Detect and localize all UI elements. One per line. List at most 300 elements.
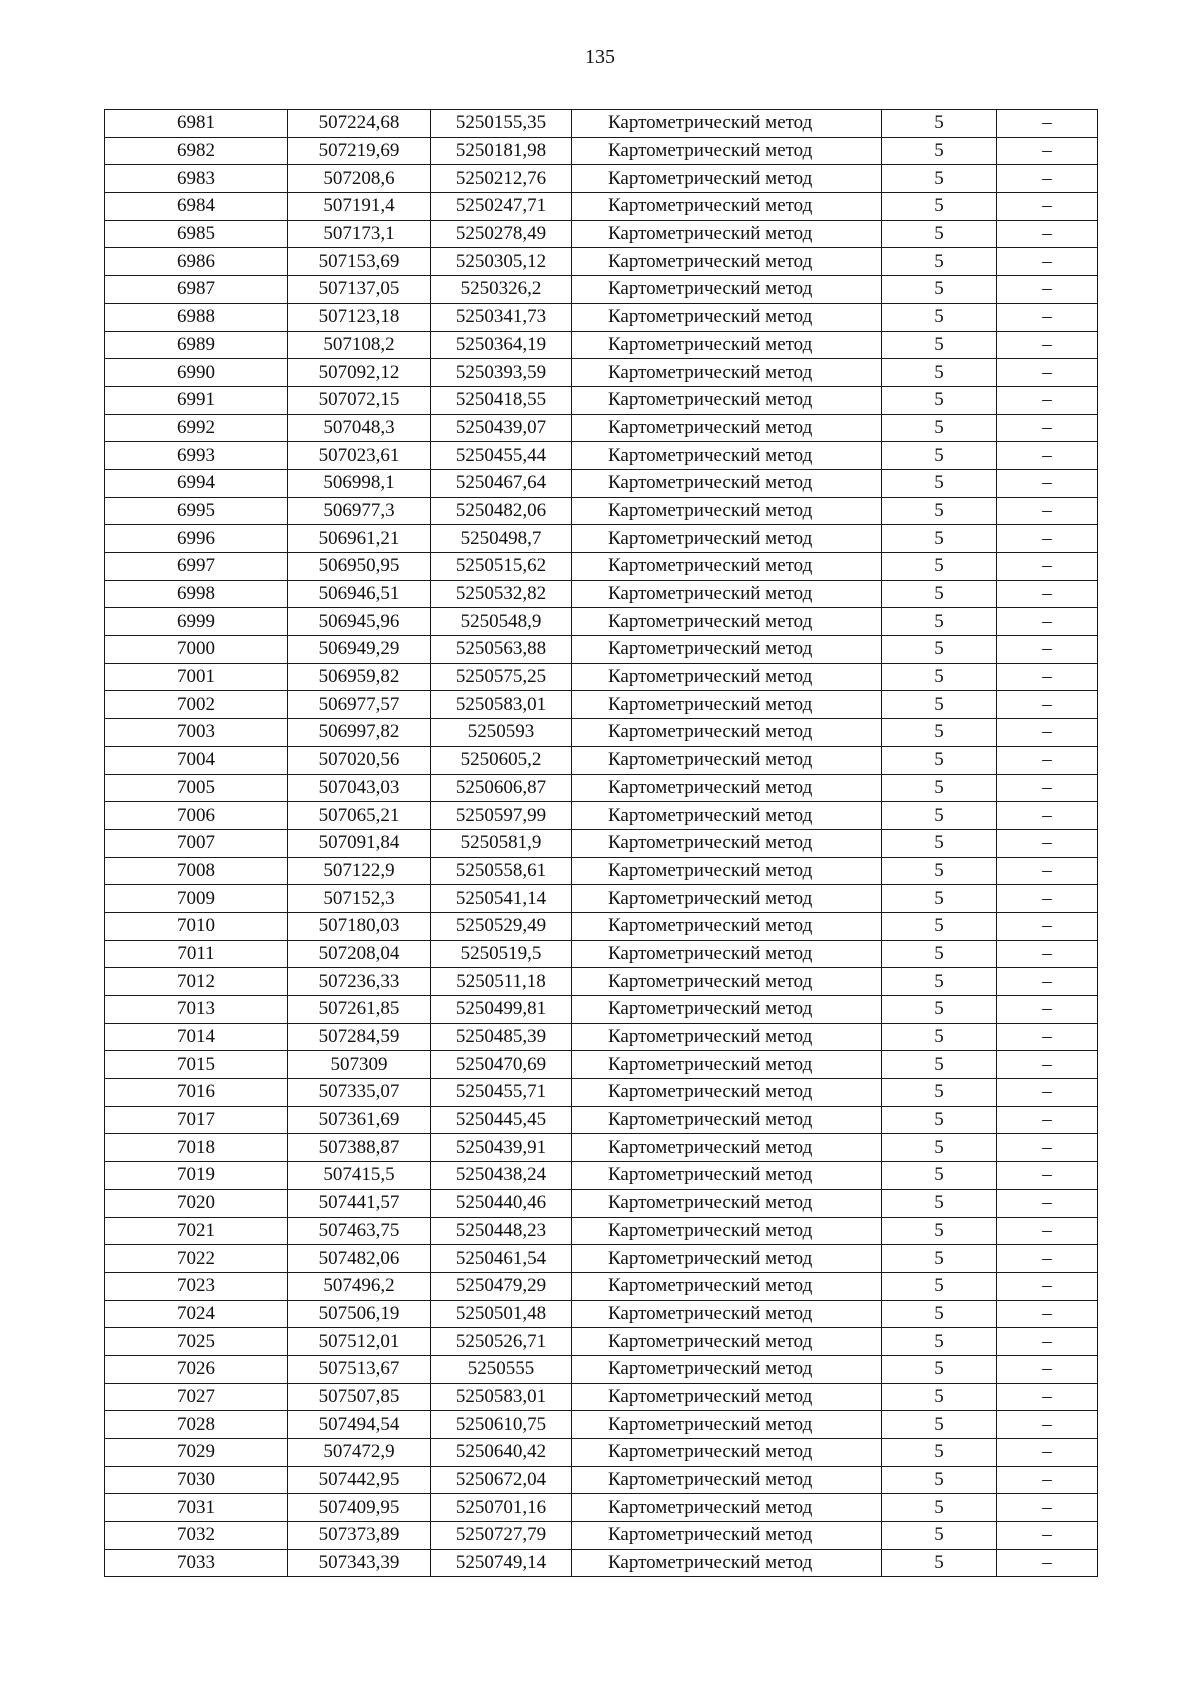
x-coordinate-cell: 507023,61 (288, 442, 431, 470)
point-number-cell: 7021 (105, 1217, 288, 1245)
accuracy-cell: 5 (882, 386, 997, 414)
point-number-cell: 7016 (105, 1079, 288, 1107)
note-cell: – (997, 1439, 1098, 1467)
point-number-cell: 7012 (105, 968, 288, 996)
note-cell: – (997, 1245, 1098, 1273)
point-number-cell: 7014 (105, 1023, 288, 1051)
table-row (105, 1383, 1098, 1411)
x-coordinate-cell: 506950,95 (288, 553, 431, 581)
method-cell: Картометрический метод (572, 1272, 882, 1300)
accuracy-cell: 5 (882, 1106, 997, 1134)
y-coordinate-cell: 5250605,2 (431, 746, 572, 774)
y-coordinate-cell: 5250701,16 (431, 1494, 572, 1522)
method-cell: Картометрический метод (572, 442, 882, 470)
accuracy-cell: 5 (882, 996, 997, 1024)
method-cell: Картометрический метод (572, 912, 882, 940)
point-number-cell: 6985 (105, 220, 288, 248)
x-coordinate-cell: 507236,33 (288, 968, 431, 996)
accuracy-cell: 5 (882, 663, 997, 691)
note-cell: – (997, 912, 1098, 940)
x-coordinate-cell: 506949,29 (288, 636, 431, 664)
y-coordinate-cell: 5250526,71 (431, 1328, 572, 1356)
y-coordinate-cell: 5250593 (431, 719, 572, 747)
y-coordinate-cell: 5250499,81 (431, 996, 572, 1024)
accuracy-cell: 5 (882, 691, 997, 719)
accuracy-cell: 5 (882, 1549, 997, 1577)
point-number-cell: 7025 (105, 1328, 288, 1356)
table-row (105, 691, 1098, 719)
x-coordinate-cell: 507173,1 (288, 220, 431, 248)
table-row (105, 1466, 1098, 1494)
method-cell: Картометрический метод (572, 940, 882, 968)
point-number-cell: 7001 (105, 663, 288, 691)
point-number-cell: 7015 (105, 1051, 288, 1079)
accuracy-cell: 5 (882, 1466, 997, 1494)
x-coordinate-cell: 507284,59 (288, 1023, 431, 1051)
table-row (105, 1411, 1098, 1439)
y-coordinate-cell: 5250467,64 (431, 469, 572, 497)
y-coordinate-cell: 5250610,75 (431, 1411, 572, 1439)
table-row (105, 663, 1098, 691)
accuracy-cell: 5 (882, 802, 997, 830)
x-coordinate-cell: 507472,9 (288, 1439, 431, 1467)
y-coordinate-cell: 5250482,06 (431, 497, 572, 525)
point-number-cell: 6983 (105, 165, 288, 193)
note-cell: – (997, 303, 1098, 331)
y-coordinate-cell: 5250532,82 (431, 580, 572, 608)
note-cell: – (997, 414, 1098, 442)
table-row (105, 1106, 1098, 1134)
accuracy-cell: 5 (882, 1217, 997, 1245)
point-number-cell: 7003 (105, 719, 288, 747)
accuracy-cell: 5 (882, 1439, 997, 1467)
x-coordinate-cell: 507065,21 (288, 802, 431, 830)
table-row (105, 802, 1098, 830)
x-coordinate-cell: 507513,67 (288, 1355, 431, 1383)
x-coordinate-cell: 506946,51 (288, 580, 431, 608)
y-coordinate-cell: 5250555 (431, 1355, 572, 1383)
x-coordinate-cell: 507463,75 (288, 1217, 431, 1245)
note-cell: – (997, 1549, 1098, 1577)
point-number-cell: 6986 (105, 248, 288, 276)
y-coordinate-cell: 5250498,7 (431, 525, 572, 553)
point-number-cell: 7023 (105, 1272, 288, 1300)
y-coordinate-cell: 5250558,61 (431, 857, 572, 885)
note-cell: – (997, 1383, 1098, 1411)
point-number-cell: 7018 (105, 1134, 288, 1162)
method-cell: Картометрический метод (572, 1106, 882, 1134)
method-cell: Картометрический метод (572, 1355, 882, 1383)
y-coordinate-cell: 5250440,46 (431, 1189, 572, 1217)
method-cell: Картометрический метод (572, 165, 882, 193)
table-row (105, 746, 1098, 774)
point-number-cell: 7024 (105, 1300, 288, 1328)
table-row (105, 912, 1098, 940)
table-row (105, 1300, 1098, 1328)
y-coordinate-cell: 5250438,24 (431, 1162, 572, 1190)
y-coordinate-cell: 5250212,76 (431, 165, 572, 193)
point-number-cell: 6992 (105, 414, 288, 442)
accuracy-cell: 5 (882, 1355, 997, 1383)
accuracy-cell: 5 (882, 1494, 997, 1522)
note-cell: – (997, 359, 1098, 387)
method-cell: Картометрический метод (572, 608, 882, 636)
x-coordinate-cell: 507507,85 (288, 1383, 431, 1411)
method-cell: Картометрический метод (572, 497, 882, 525)
point-number-cell: 7007 (105, 829, 288, 857)
y-coordinate-cell: 5250597,99 (431, 802, 572, 830)
note-cell: – (997, 137, 1098, 165)
accuracy-cell: 5 (882, 331, 997, 359)
method-cell: Картометрический метод (572, 1522, 882, 1550)
x-coordinate-cell: 507180,03 (288, 912, 431, 940)
table-row (105, 303, 1098, 331)
accuracy-cell: 5 (882, 469, 997, 497)
table-row (105, 553, 1098, 581)
x-coordinate-cell: 506998,1 (288, 469, 431, 497)
note-cell: – (997, 1106, 1098, 1134)
x-coordinate-cell: 507388,87 (288, 1134, 431, 1162)
table-row (105, 386, 1098, 414)
note-cell: – (997, 691, 1098, 719)
note-cell: – (997, 193, 1098, 221)
x-coordinate-cell: 507361,69 (288, 1106, 431, 1134)
method-cell: Картометрический метод (572, 968, 882, 996)
method-cell: Картометрический метод (572, 719, 882, 747)
method-cell: Картометрический метод (572, 691, 882, 719)
note-cell: – (997, 580, 1098, 608)
method-cell: Картометрический метод (572, 220, 882, 248)
table-row (105, 829, 1098, 857)
x-coordinate-cell: 506961,21 (288, 525, 431, 553)
accuracy-cell: 5 (882, 553, 997, 581)
y-coordinate-cell: 5250181,98 (431, 137, 572, 165)
y-coordinate-cell: 5250439,91 (431, 1134, 572, 1162)
accuracy-cell: 5 (882, 608, 997, 636)
accuracy-cell: 5 (882, 1134, 997, 1162)
accuracy-cell: 5 (882, 1051, 997, 1079)
y-coordinate-cell: 5250455,44 (431, 442, 572, 470)
accuracy-cell: 5 (882, 359, 997, 387)
y-coordinate-cell: 5250519,5 (431, 940, 572, 968)
point-number-cell: 7033 (105, 1549, 288, 1577)
table-row (105, 1355, 1098, 1383)
x-coordinate-cell: 507020,56 (288, 746, 431, 774)
note-cell: – (997, 636, 1098, 664)
method-cell: Картометрический метод (572, 1466, 882, 1494)
accuracy-cell: 5 (882, 220, 997, 248)
table-row (105, 857, 1098, 885)
note-cell: – (997, 968, 1098, 996)
x-coordinate-cell: 506977,57 (288, 691, 431, 719)
table-row (105, 1494, 1098, 1522)
note-cell: – (997, 1217, 1098, 1245)
point-number-cell: 7006 (105, 802, 288, 830)
point-number-cell: 6981 (105, 110, 288, 138)
accuracy-cell: 5 (882, 414, 997, 442)
method-cell: Картометрический метод (572, 774, 882, 802)
point-number-cell: 7009 (105, 885, 288, 913)
x-coordinate-cell: 507512,01 (288, 1328, 431, 1356)
table-row (105, 331, 1098, 359)
method-cell: Картометрический метод (572, 663, 882, 691)
note-cell: – (997, 1494, 1098, 1522)
point-number-cell: 7005 (105, 774, 288, 802)
accuracy-cell: 5 (882, 885, 997, 913)
table-row (105, 1245, 1098, 1273)
x-coordinate-cell: 507123,18 (288, 303, 431, 331)
accuracy-cell: 5 (882, 940, 997, 968)
method-cell: Картометрический метод (572, 525, 882, 553)
table-row (105, 1023, 1098, 1051)
method-cell: Картометрический метод (572, 1383, 882, 1411)
accuracy-cell: 5 (882, 968, 997, 996)
x-coordinate-cell: 507441,57 (288, 1189, 431, 1217)
note-cell: – (997, 1466, 1098, 1494)
y-coordinate-cell: 5250461,54 (431, 1245, 572, 1273)
x-coordinate-cell: 507108,2 (288, 331, 431, 359)
accuracy-cell: 5 (882, 276, 997, 304)
table-row (105, 137, 1098, 165)
accuracy-cell: 5 (882, 857, 997, 885)
table-row (105, 165, 1098, 193)
accuracy-cell: 5 (882, 1162, 997, 1190)
note-cell: – (997, 1355, 1098, 1383)
y-coordinate-cell: 5250606,87 (431, 774, 572, 802)
table-row (105, 940, 1098, 968)
method-cell: Картометрический метод (572, 303, 882, 331)
point-number-cell: 7028 (105, 1411, 288, 1439)
table-row (105, 996, 1098, 1024)
method-cell: Картометрический метод (572, 469, 882, 497)
note-cell: – (997, 276, 1098, 304)
x-coordinate-cell: 507048,3 (288, 414, 431, 442)
method-cell: Картометрический метод (572, 386, 882, 414)
method-cell: Картометрический метод (572, 331, 882, 359)
y-coordinate-cell: 5250575,25 (431, 663, 572, 691)
point-number-cell: 6989 (105, 331, 288, 359)
method-cell: Картометрический метод (572, 1549, 882, 1577)
table-row (105, 1162, 1098, 1190)
y-coordinate-cell: 5250448,23 (431, 1217, 572, 1245)
coordinates-table (104, 109, 1098, 1577)
y-coordinate-cell: 5250727,79 (431, 1522, 572, 1550)
x-coordinate-cell: 507219,69 (288, 137, 431, 165)
method-cell: Картометрический метод (572, 996, 882, 1024)
y-coordinate-cell: 5250455,71 (431, 1079, 572, 1107)
note-cell: – (997, 719, 1098, 747)
table-row (105, 1189, 1098, 1217)
x-coordinate-cell: 507442,95 (288, 1466, 431, 1494)
y-coordinate-cell: 5250529,49 (431, 912, 572, 940)
x-coordinate-cell: 507191,4 (288, 193, 431, 221)
y-coordinate-cell: 5250393,59 (431, 359, 572, 387)
accuracy-cell: 5 (882, 912, 997, 940)
method-cell: Картометрический метод (572, 1189, 882, 1217)
method-cell: Картометрический метод (572, 636, 882, 664)
table-row (105, 968, 1098, 996)
method-cell: Картометрический метод (572, 1079, 882, 1107)
y-coordinate-cell: 5250470,69 (431, 1051, 572, 1079)
accuracy-cell: 5 (882, 829, 997, 857)
table-row (105, 1272, 1098, 1300)
y-coordinate-cell: 5250247,71 (431, 193, 572, 221)
note-cell: – (997, 996, 1098, 1024)
method-cell: Картометрический метод (572, 857, 882, 885)
x-coordinate-cell: 507409,95 (288, 1494, 431, 1522)
note-cell: – (997, 1522, 1098, 1550)
point-number-cell: 7002 (105, 691, 288, 719)
table-row (105, 1439, 1098, 1467)
x-coordinate-cell: 507482,06 (288, 1245, 431, 1273)
method-cell: Картометрический метод (572, 248, 882, 276)
point-number-cell: 6999 (105, 608, 288, 636)
accuracy-cell: 5 (882, 137, 997, 165)
note-cell: – (997, 1134, 1098, 1162)
accuracy-cell: 5 (882, 442, 997, 470)
y-coordinate-cell: 5250515,62 (431, 553, 572, 581)
point-number-cell: 6993 (105, 442, 288, 470)
note-cell: – (997, 1023, 1098, 1051)
x-coordinate-cell: 507309 (288, 1051, 431, 1079)
note-cell: – (997, 746, 1098, 774)
y-coordinate-cell: 5250563,88 (431, 636, 572, 664)
point-number-cell: 7010 (105, 912, 288, 940)
y-coordinate-cell: 5250305,12 (431, 248, 572, 276)
point-number-cell: 7017 (105, 1106, 288, 1134)
x-coordinate-cell: 507208,04 (288, 940, 431, 968)
y-coordinate-cell: 5250364,19 (431, 331, 572, 359)
x-coordinate-cell: 506959,82 (288, 663, 431, 691)
table-row (105, 276, 1098, 304)
x-coordinate-cell: 507496,2 (288, 1272, 431, 1300)
y-coordinate-cell: 5250583,01 (431, 1383, 572, 1411)
method-cell: Картометрический метод (572, 137, 882, 165)
accuracy-cell: 5 (882, 1522, 997, 1550)
x-coordinate-cell: 507373,89 (288, 1522, 431, 1550)
y-coordinate-cell: 5250548,9 (431, 608, 572, 636)
point-number-cell: 6991 (105, 386, 288, 414)
x-coordinate-cell: 506977,3 (288, 497, 431, 525)
note-cell: – (997, 1189, 1098, 1217)
x-coordinate-cell: 507137,05 (288, 276, 431, 304)
x-coordinate-cell: 507092,12 (288, 359, 431, 387)
method-cell: Картометрический метод (572, 1217, 882, 1245)
accuracy-cell: 5 (882, 193, 997, 221)
method-cell: Картометрический метод (572, 1051, 882, 1079)
method-cell: Картометрический метод (572, 414, 882, 442)
note-cell: – (997, 1328, 1098, 1356)
method-cell: Картометрический метод (572, 553, 882, 581)
y-coordinate-cell: 5250341,73 (431, 303, 572, 331)
point-number-cell: 7031 (105, 1494, 288, 1522)
method-cell: Картометрический метод (572, 1134, 882, 1162)
accuracy-cell: 5 (882, 1411, 997, 1439)
table-row (105, 719, 1098, 747)
y-coordinate-cell: 5250278,49 (431, 220, 572, 248)
note-cell: – (997, 1300, 1098, 1328)
table-row (105, 110, 1098, 138)
x-coordinate-cell: 507335,07 (288, 1079, 431, 1107)
accuracy-cell: 5 (882, 303, 997, 331)
y-coordinate-cell: 5250445,45 (431, 1106, 572, 1134)
x-coordinate-cell: 507072,15 (288, 386, 431, 414)
accuracy-cell: 5 (882, 636, 997, 664)
table-row (105, 608, 1098, 636)
note-cell: – (997, 1272, 1098, 1300)
table-row (105, 1217, 1098, 1245)
note-cell: – (997, 442, 1098, 470)
x-coordinate-cell: 506997,82 (288, 719, 431, 747)
x-coordinate-cell: 507415,5 (288, 1162, 431, 1190)
accuracy-cell: 5 (882, 110, 997, 138)
table-row (105, 580, 1098, 608)
note-cell: – (997, 1411, 1098, 1439)
note-cell: – (997, 497, 1098, 525)
note-cell: – (997, 248, 1098, 276)
method-cell: Картометрический метод (572, 802, 882, 830)
method-cell: Картометрический метод (572, 1300, 882, 1328)
note-cell: – (997, 386, 1098, 414)
y-coordinate-cell: 5250485,39 (431, 1023, 572, 1051)
note-cell: – (997, 553, 1098, 581)
table-row (105, 442, 1098, 470)
method-cell: Картометрический метод (572, 1245, 882, 1273)
table-row (105, 1079, 1098, 1107)
note-cell: – (997, 857, 1098, 885)
table-row (105, 497, 1098, 525)
note-cell: – (997, 1079, 1098, 1107)
point-number-cell: 6996 (105, 525, 288, 553)
note-cell: – (997, 663, 1098, 691)
note-cell: – (997, 608, 1098, 636)
note-cell: – (997, 1162, 1098, 1190)
accuracy-cell: 5 (882, 1245, 997, 1273)
method-cell: Картометрический метод (572, 193, 882, 221)
point-number-cell: 7020 (105, 1189, 288, 1217)
accuracy-cell: 5 (882, 165, 997, 193)
accuracy-cell: 5 (882, 1189, 997, 1217)
point-number-cell: 6997 (105, 553, 288, 581)
accuracy-cell: 5 (882, 1023, 997, 1051)
x-coordinate-cell: 507208,6 (288, 165, 431, 193)
accuracy-cell: 5 (882, 525, 997, 553)
y-coordinate-cell: 5250326,2 (431, 276, 572, 304)
x-coordinate-cell: 507043,03 (288, 774, 431, 802)
y-coordinate-cell: 5250541,14 (431, 885, 572, 913)
method-cell: Картометрический метод (572, 1494, 882, 1522)
y-coordinate-cell: 5250672,04 (431, 1466, 572, 1494)
accuracy-cell: 5 (882, 580, 997, 608)
note-cell: – (997, 885, 1098, 913)
accuracy-cell: 5 (882, 497, 997, 525)
y-coordinate-cell: 5250511,18 (431, 968, 572, 996)
accuracy-cell: 5 (882, 1272, 997, 1300)
table-row (105, 636, 1098, 664)
table-row (105, 1549, 1098, 1577)
table-row (105, 774, 1098, 802)
note-cell: – (997, 469, 1098, 497)
table-row (105, 1134, 1098, 1162)
method-cell: Картометрический метод (572, 359, 882, 387)
method-cell: Картометрический метод (572, 1439, 882, 1467)
method-cell: Картометрический метод (572, 276, 882, 304)
x-coordinate-cell: 507261,85 (288, 996, 431, 1024)
point-number-cell: 7011 (105, 940, 288, 968)
table-row (105, 220, 1098, 248)
point-number-cell: 7013 (105, 996, 288, 1024)
point-number-cell: 6982 (105, 137, 288, 165)
